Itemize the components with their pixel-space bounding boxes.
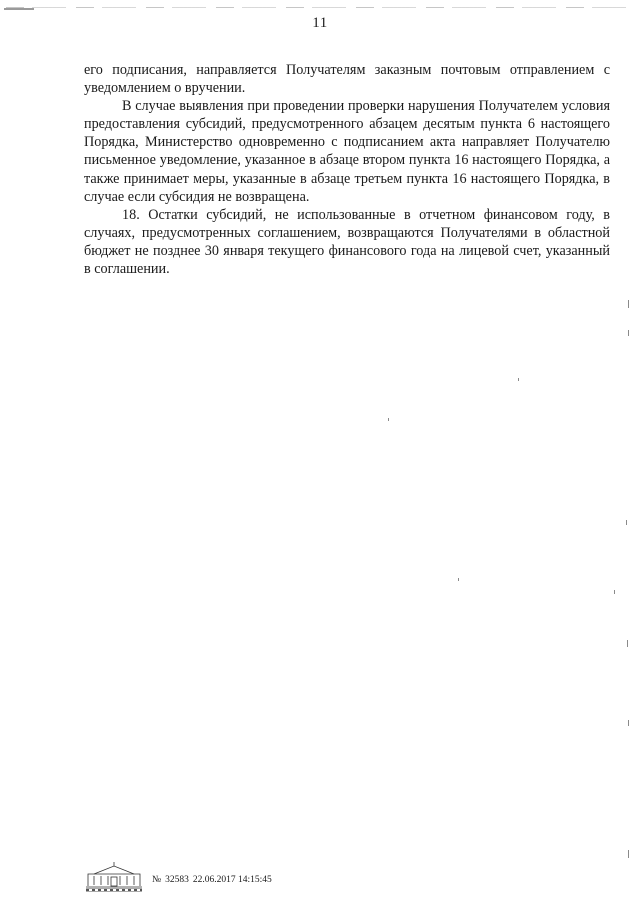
paragraph-2: В случае выявления при проведении проверки нарушения Получателем условия предоставления субсидий, предусмотренного абзацем десятым пункта 6 настоящего Порядка, Министерство одновременно с подписанием акта направляет Получателю письменное уведомление, указанное в абзаце втором пункта 16 настоящего Порядка, а также принимает меры, указанные в абзаце третьем пункта 16 настоящего Порядка, в случае если субсидия не возвращена. bbox=[84, 98, 610, 205]
scan-speck bbox=[626, 520, 627, 525]
document-body bbox=[84, 61, 610, 278]
paragraph-3: 18. Остатки субсидий, не использованные в отчетном финансовом году, в случаях, предусмотренных соглашением, возвращаются Получателями в областной бюджет не позднее 30 января текущего финансового года на лицевой счет, указанный в соглашении. bbox=[84, 206, 610, 278]
registration-stamp bbox=[152, 875, 276, 885]
scan-speck bbox=[628, 720, 629, 726]
scan-speck bbox=[458, 578, 459, 581]
registration-datetime: 22.06.2017 14:15:45 bbox=[192, 875, 272, 885]
scan-speck bbox=[518, 378, 519, 381]
scan-speck bbox=[628, 300, 629, 308]
registration-number-sign: № bbox=[152, 875, 162, 885]
scan-speck bbox=[628, 850, 629, 858]
scan-left-mark bbox=[4, 8, 34, 10]
scan-speck bbox=[628, 330, 629, 336]
scan-speck bbox=[388, 418, 389, 421]
scan-top-edge bbox=[6, 7, 626, 8]
page-number: 11 bbox=[312, 15, 328, 31]
registry-stamp-emblem bbox=[84, 860, 144, 894]
scan-speck bbox=[627, 640, 628, 647]
scan-speck bbox=[614, 590, 615, 594]
registration-number: 32583 bbox=[165, 875, 189, 885]
paragraph-1: его подписания, направляется Получателям заказным почтовым отправлением с уведомлением о вручении. bbox=[84, 62, 610, 97]
